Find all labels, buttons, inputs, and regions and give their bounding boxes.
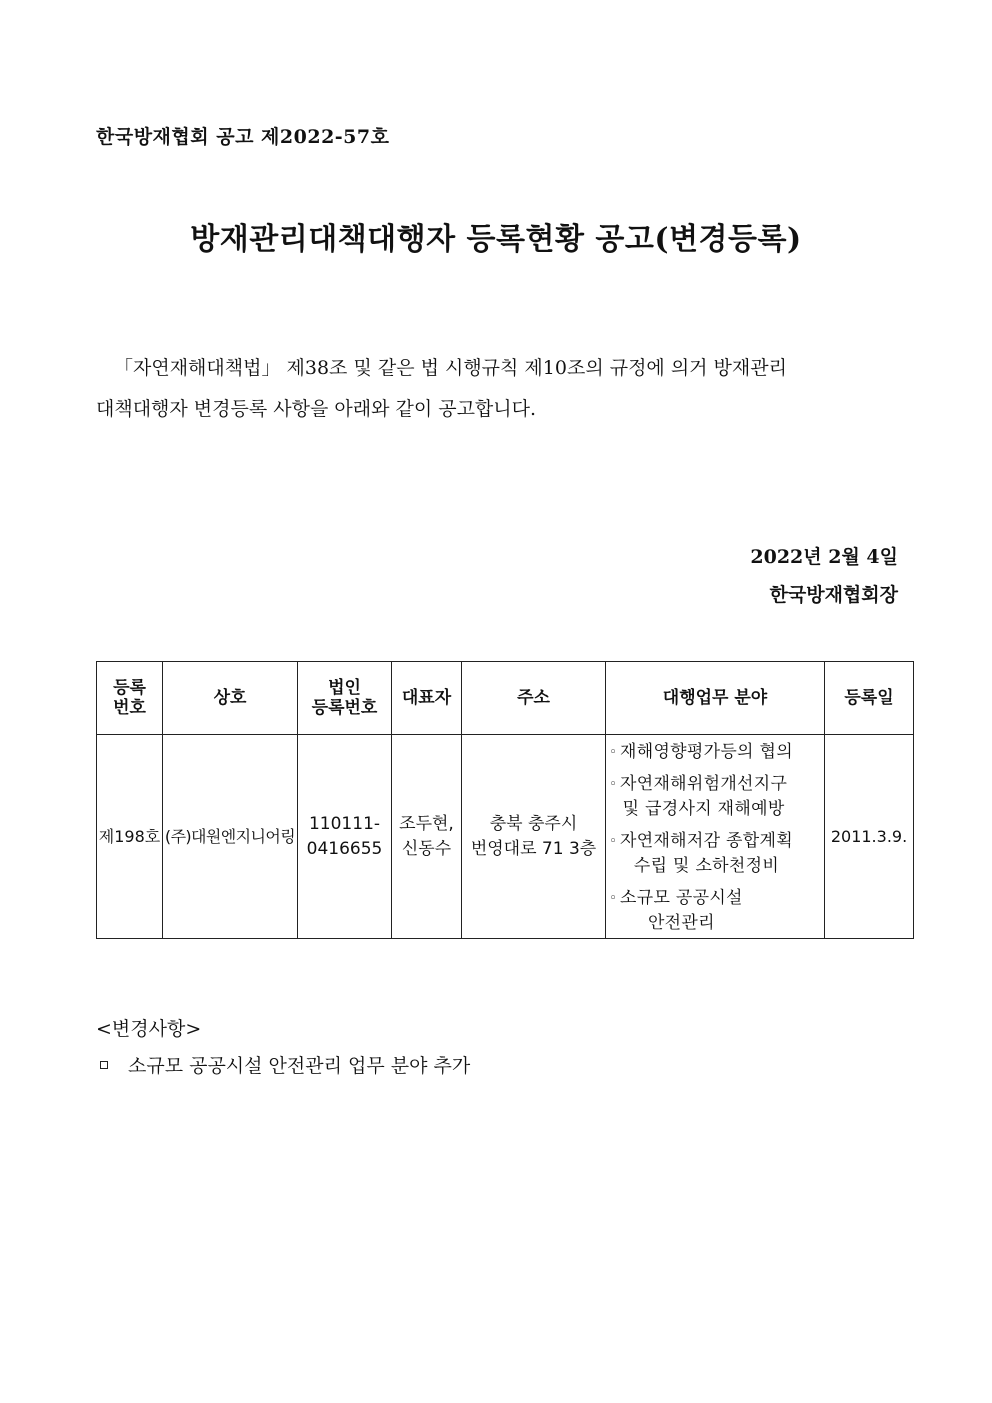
- cell-reg-date: 2011.3.9.: [825, 735, 914, 939]
- registration-table: [96, 661, 914, 939]
- square-bullet-icon: [100, 1061, 108, 1069]
- header-reg-date: 등록일: [825, 662, 914, 735]
- notice-date: 2022년 2월 4일: [750, 546, 898, 568]
- cell-corp-no-line: 0416655: [306, 838, 383, 859]
- duty-text: 소규모 공공시설 안전관리: [620, 887, 743, 933]
- body-line: 「자연재해대책법」 제38조 및 같은 법 시행규칙 제10조의 규정에 의거 방재관리: [114, 357, 787, 379]
- cell-address-line: 충북 충주시: [489, 813, 578, 834]
- body-paragraph: [96, 348, 902, 430]
- duty-item: [606, 886, 824, 936]
- header-corp-no-line: 법인: [328, 678, 361, 698]
- cell-duties: [606, 735, 825, 939]
- cell-corp-no: [298, 735, 392, 939]
- header-reg-no-line: 등록: [113, 678, 146, 698]
- circle-bullet-icon: ◦: [609, 890, 617, 906]
- body-line: 대책대행자 변경등록 사항을 아래와 같이 공고합니다.: [96, 398, 537, 420]
- duty-item: [606, 740, 824, 765]
- table-header-row: [97, 662, 914, 735]
- circle-bullet-icon: ◦: [609, 833, 617, 849]
- cell-reg-no: 제198호: [97, 735, 163, 939]
- changes-item-text: 소규모 공공시설 안전관리 업무 분야 추가: [128, 1055, 471, 1077]
- header-address: 주소: [462, 662, 606, 735]
- issuer-name: 한국방재협회장: [769, 584, 898, 606]
- changes-heading: <변경사항>: [96, 1018, 202, 1040]
- page-title: 방재관리대책대행자 등록현황 공고(변경등록): [190, 222, 802, 257]
- cell-address-line: 번영대로 71 3층: [470, 838, 597, 859]
- duty-text: 재해영향평가등의 협의: [620, 741, 793, 762]
- circle-bullet-icon: ◦: [609, 776, 617, 792]
- duty-text: 자연재해저감 종합계획 수립 및 소하천정비: [620, 830, 793, 876]
- cell-address: [462, 735, 606, 939]
- cell-corp-no-line: 110111-: [308, 813, 381, 834]
- header-corp-no: [298, 662, 392, 735]
- header-reg-no: [97, 662, 163, 735]
- circle-bullet-icon: ◦: [609, 744, 617, 760]
- duty-text: 자연재해위험개선지구 및 급경사지 재해예방: [620, 773, 788, 819]
- header-company: 상호: [163, 662, 298, 735]
- header-reg-no-line: 번호: [113, 698, 146, 718]
- cell-representative-line: 신동수: [401, 838, 452, 859]
- notice-number: 한국방재협회 공고 제2022-57호: [96, 126, 390, 148]
- header-corp-no-line: 등록번호: [311, 698, 378, 718]
- table-row: [97, 735, 914, 939]
- duty-item: [606, 772, 824, 822]
- duty-item: [606, 829, 824, 879]
- cell-company: (주)대원엔지니어링: [163, 735, 298, 939]
- cell-representative-line: 조두현,: [399, 813, 454, 834]
- header-duties: 대행업무 분야: [606, 662, 825, 735]
- changes-list-item: [100, 1051, 470, 1078]
- cell-representative: [392, 735, 462, 939]
- header-representative: 대표자: [392, 662, 462, 735]
